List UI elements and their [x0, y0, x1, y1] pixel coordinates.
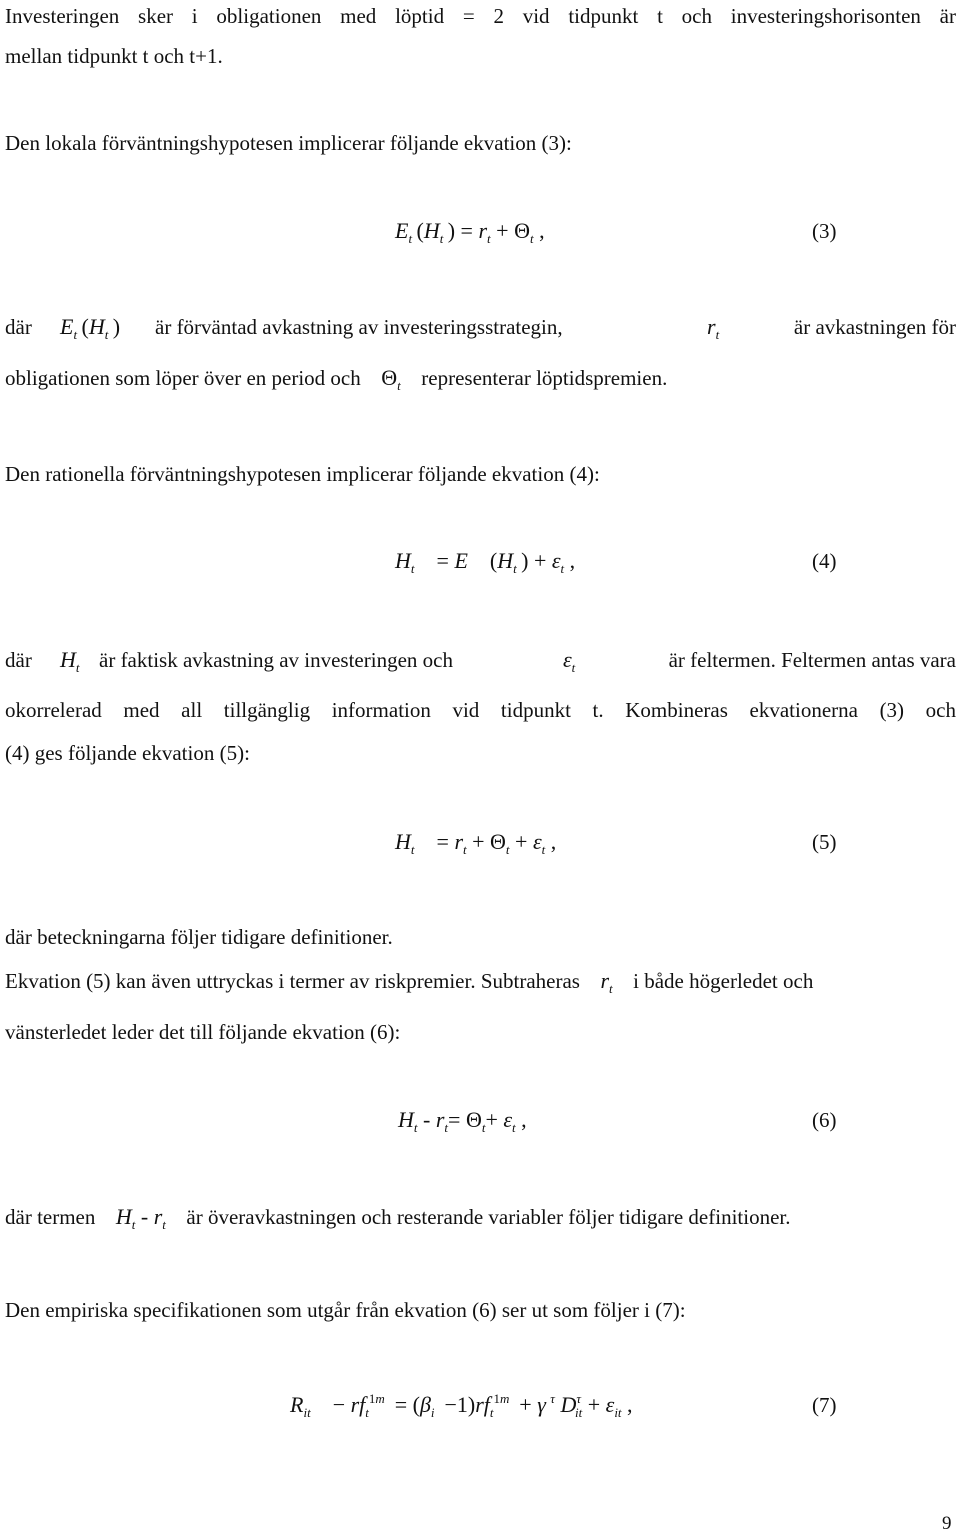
- paragraph-3-text-e: representerar löptidspremien.: [421, 366, 668, 390]
- equation-3: $E_t$ ($H_t$ ) = $r_t + \Theta_t$ ,: [395, 218, 545, 246]
- equation-7-label: (7): [812, 1393, 837, 1417]
- paragraph-3-text-a: där: [5, 315, 32, 339]
- paragraph-8-text-b: är överavkastningen och resterande variabler följer tidigare definitioner.: [186, 1205, 791, 1229]
- math-rt: $r_t$: [707, 314, 720, 342]
- paragraph-7-text-a: Ekvation (5) kan även uttryckas i termer av riskpremier. Subtraheras: [5, 969, 580, 993]
- equation-4: $H_t$ = E ($H_t$ ) + $\varepsilon_t$ ,: [395, 548, 576, 576]
- paragraph-3-text-c: är avkastningen för: [793, 315, 956, 339]
- paragraph-1-line-2: mellan tidpunkt t och t+1.: [5, 44, 223, 68]
- math-theta-t: $\Theta_t$: [381, 365, 401, 393]
- equation-7: $R_{it}$ − $rf_t^{1m} = (\beta_i -1)rf_t^{1m} + \gamma$ $^\tau$ $D^\tau_{it} + \varepsilon_{it}$ ,: [290, 1391, 633, 1420]
- paragraph-5-line-3: (4) ges följande ekvation (5):: [5, 741, 250, 765]
- math-epsilon-t: $\varepsilon_t$: [563, 647, 576, 675]
- paragraph-8: [5, 1204, 791, 1232]
- paragraph-4: Den rationella förväntningshypotesen implicerar följande ekvation (4):: [5, 462, 600, 486]
- paragraph-7-line-1: [5, 968, 814, 996]
- paragraph-7-text-b: i både högerledet och: [633, 969, 814, 993]
- paragraph-1-line-1-text: Investeringen sker i obligationen med löptid = 2 vid tidpunkt t och investeringshorisonten är: [5, 4, 956, 28]
- paragraph-1-line-1: [5, 4, 956, 28]
- paragraph-5-text-a: där: [5, 648, 32, 672]
- equation-5-label: (5): [812, 830, 837, 854]
- equation-6-label: (6): [812, 1108, 837, 1132]
- page-number: 9: [942, 1513, 952, 1534]
- equation-4-label: (4): [812, 549, 837, 573]
- paragraph-3-text-b: är förväntad avkastning av investeringsstrategin,: [155, 315, 563, 339]
- paragraph-5-text-c: är feltermen. Feltermen antas vara: [668, 648, 956, 672]
- math-expected-return: $E_t$ ($H_t$ ): [60, 314, 121, 342]
- equation-5: $H_t$ = $r_t + \Theta_t + \varepsilon_t$ ,: [395, 829, 557, 857]
- math-rt-2: $r_t$: [600, 968, 613, 996]
- math-ht-minus-rt: $H_t - r_t$: [115, 1204, 166, 1232]
- paragraph-6: där beteckningarna följer tidigare definitioner.: [5, 925, 393, 949]
- paragraph-5-text-b: är faktisk avkastning av investeringen och: [99, 648, 453, 672]
- equation-6: $H_t - r_t= \Theta_t+ \varepsilon_t$ ,: [398, 1107, 527, 1135]
- equation-3-label: (3): [812, 219, 837, 243]
- paragraph-3-line-2: [5, 365, 668, 393]
- paragraph-8-text-a: där termen: [5, 1205, 96, 1229]
- paragraph-5-line-2: [5, 698, 956, 722]
- paragraph-9: Den empiriska specifikationen som utgår från ekvation (6) ser ut som följer i (7):: [5, 1298, 686, 1322]
- math-ht: $H_t$: [60, 647, 80, 675]
- paragraph-3-text-d: obligationen som löper över en period och: [5, 366, 361, 390]
- paragraph-2: Den lokala förväntningshypotesen implicerar följande ekvation (3):: [5, 131, 572, 155]
- paragraph-7-line-2: vänsterledet leder det till följande ekvation (6):: [5, 1020, 401, 1044]
- paragraph-5-text-d: okorrelerad med all tillgänglig information vid tidpunkt t. Kombineras ekvationerna (3) och: [5, 698, 956, 722]
